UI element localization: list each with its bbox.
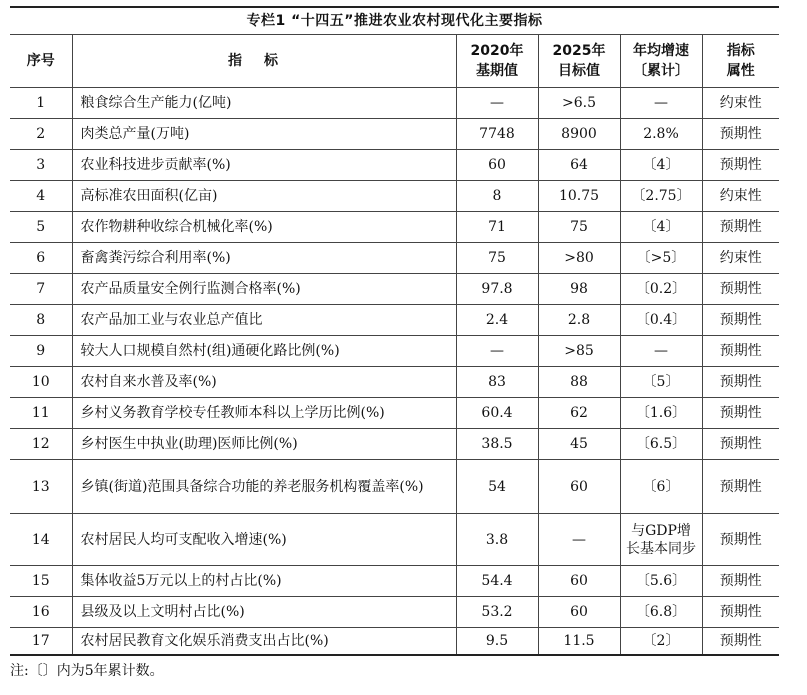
growth-value: 〔1.6〕 xyxy=(620,398,702,429)
indicator-attribute: 预期性 xyxy=(702,566,779,597)
indicator-attribute: 约束性 xyxy=(702,88,779,119)
row-number: 2 xyxy=(10,119,72,150)
indicator-attribute: 预期性 xyxy=(702,429,779,460)
table-row xyxy=(10,398,779,429)
base-value: 8 xyxy=(456,181,538,212)
base-value: — xyxy=(456,336,538,367)
table-row xyxy=(10,429,779,460)
indicator-attribute: 预期性 xyxy=(702,212,779,243)
target-value: 2.8 xyxy=(538,305,620,336)
table-body xyxy=(10,88,779,656)
indicator-attribute: 预期性 xyxy=(702,367,779,398)
target-value: 64 xyxy=(538,150,620,181)
base-value: — xyxy=(456,88,538,119)
row-number: 6 xyxy=(10,243,72,274)
base-value: 9.5 xyxy=(456,628,538,656)
indicator-attribute: 约束性 xyxy=(702,243,779,274)
header-base xyxy=(456,35,538,88)
target-value: 8900 xyxy=(538,119,620,150)
indicator-name: 农村自来水普及率(%) xyxy=(72,367,456,398)
row-number: 3 xyxy=(10,150,72,181)
header-row xyxy=(10,35,779,88)
base-value: 60 xyxy=(456,150,538,181)
growth-value: 〔0.4〕 xyxy=(620,305,702,336)
growth-value: — xyxy=(620,88,702,119)
base-value: 97.8 xyxy=(456,274,538,305)
header-target-line1: 2025年 xyxy=(552,43,606,59)
table-row xyxy=(10,628,779,656)
header-base-line2: 基期值 xyxy=(476,63,518,79)
growth-value: — xyxy=(620,336,702,367)
target-value: 45 xyxy=(538,429,620,460)
header-no: 序号 xyxy=(10,35,72,88)
header-attr-line2: 属性 xyxy=(726,63,755,79)
indicator-attribute: 预期性 xyxy=(702,274,779,305)
indicator-name: 高标准农田面积(亿亩) xyxy=(72,181,456,212)
table-row xyxy=(10,212,779,243)
row-number: 4 xyxy=(10,181,72,212)
table-row xyxy=(10,150,779,181)
indicator-name: 乡村医生中执业(助理)医师比例(%) xyxy=(72,429,456,460)
growth-value: 〔5〕 xyxy=(620,367,702,398)
table-row xyxy=(10,274,779,305)
base-value: 75 xyxy=(456,243,538,274)
indicator-attribute: 预期性 xyxy=(702,460,779,514)
table-footnote: 注:〔〕内为5年累计数。 xyxy=(10,663,164,679)
row-number: 12 xyxy=(10,429,72,460)
target-value: >6.5 xyxy=(538,88,620,119)
indicator-name: 农村居民人均可支配收入增速(%) xyxy=(72,514,456,566)
base-value: 7748 xyxy=(456,119,538,150)
target-value: 75 xyxy=(538,212,620,243)
table-row xyxy=(10,367,779,398)
base-value: 71 xyxy=(456,212,538,243)
target-value: 88 xyxy=(538,367,620,398)
indicator-name: 粮食综合生产能力(亿吨) xyxy=(72,88,456,119)
base-value: 3.8 xyxy=(456,514,538,566)
table-row xyxy=(10,88,779,119)
base-value: 54 xyxy=(456,460,538,514)
row-number: 16 xyxy=(10,597,72,628)
indicator-name: 乡镇(街道)范围具备综合功能的养老服务机构覆盖率(%) xyxy=(72,460,456,514)
table-row xyxy=(10,305,779,336)
target-value: 60 xyxy=(538,460,620,514)
base-value: 83 xyxy=(456,367,538,398)
growth-value: 〔4〕 xyxy=(620,212,702,243)
row-number: 14 xyxy=(10,514,72,566)
growth-value: 〔6〕 xyxy=(620,460,702,514)
indicator-name: 集体收益5万元以上的村占比(%) xyxy=(72,566,456,597)
header-growth xyxy=(620,35,702,88)
header-growth-line2: 〔累计〕 xyxy=(633,63,689,79)
growth-value: 与GDP增长基本同步 xyxy=(620,514,702,566)
table-row xyxy=(10,566,779,597)
document xyxy=(10,6,779,680)
indicator-name: 乡村义务教育学校专任教师本科以上学历比例(%) xyxy=(72,398,456,429)
header-attr xyxy=(702,35,779,88)
growth-value: 2.8% xyxy=(620,119,702,150)
target-value: — xyxy=(538,514,620,566)
indicator-name: 县级及以上文明村占比(%) xyxy=(72,597,456,628)
target-value: 10.75 xyxy=(538,181,620,212)
row-number: 1 xyxy=(10,88,72,119)
growth-value: 〔>5〕 xyxy=(620,243,702,274)
target-value: 62 xyxy=(538,398,620,429)
table-title: 专栏1 “十四五”推进农业农村现代化主要指标 xyxy=(10,7,779,35)
target-value: 60 xyxy=(538,597,620,628)
indicator-name: 较大人口规模自然村(组)通硬化路比例(%) xyxy=(72,336,456,367)
row-number: 11 xyxy=(10,398,72,429)
header-indicator: 指标 xyxy=(72,35,456,88)
target-value: 11.5 xyxy=(538,628,620,656)
row-number: 8 xyxy=(10,305,72,336)
table-row xyxy=(10,514,779,566)
table-row xyxy=(10,119,779,150)
indicator-name: 农作物耕种收综合机械化率(%) xyxy=(72,212,456,243)
indicator-attribute: 预期性 xyxy=(702,305,779,336)
growth-value: 〔0.2〕 xyxy=(620,274,702,305)
indicator-name: 农产品加工业与农业总产值比 xyxy=(72,305,456,336)
table-row xyxy=(10,336,779,367)
header-target xyxy=(538,35,620,88)
table-row xyxy=(10,243,779,274)
row-number: 5 xyxy=(10,212,72,243)
indicator-name: 农业科技进步贡献率(%) xyxy=(72,150,456,181)
base-value: 53.2 xyxy=(456,597,538,628)
target-value: >80 xyxy=(538,243,620,274)
growth-value: 〔6.8〕 xyxy=(620,597,702,628)
row-number: 7 xyxy=(10,274,72,305)
indicator-table xyxy=(10,6,779,656)
row-number: 10 xyxy=(10,367,72,398)
growth-value: 〔5.6〕 xyxy=(620,566,702,597)
indicator-attribute: 预期性 xyxy=(702,398,779,429)
header-target-line2: 目标值 xyxy=(558,63,600,79)
target-value: 60 xyxy=(538,566,620,597)
caption-row xyxy=(10,7,779,35)
indicator-name: 肉类总产量(万吨) xyxy=(72,119,456,150)
header-attr-line1: 指标 xyxy=(726,43,755,59)
indicator-attribute: 预期性 xyxy=(702,336,779,367)
row-number: 15 xyxy=(10,566,72,597)
target-value: 98 xyxy=(538,274,620,305)
target-value: >85 xyxy=(538,336,620,367)
indicator-attribute: 预期性 xyxy=(702,628,779,656)
indicator-attribute: 约束性 xyxy=(702,181,779,212)
base-value: 54.4 xyxy=(456,566,538,597)
growth-value: 〔2.75〕 xyxy=(620,181,702,212)
base-value: 38.5 xyxy=(456,429,538,460)
row-number: 17 xyxy=(10,628,72,656)
row-number: 9 xyxy=(10,336,72,367)
table-row xyxy=(10,181,779,212)
growth-value: 〔6.5〕 xyxy=(620,429,702,460)
indicator-attribute: 预期性 xyxy=(702,514,779,566)
indicator-attribute: 预期性 xyxy=(702,150,779,181)
indicator-name: 农村居民教育文化娱乐消费支出占比(%) xyxy=(72,628,456,656)
header-base-line1: 2020年 xyxy=(470,43,524,59)
base-value: 60.4 xyxy=(456,398,538,429)
table-row xyxy=(10,460,779,514)
indicator-attribute: 预期性 xyxy=(702,597,779,628)
indicator-attribute: 预期性 xyxy=(702,119,779,150)
table-row xyxy=(10,597,779,628)
growth-value: 〔2〕 xyxy=(620,628,702,656)
indicator-name: 畜禽粪污综合利用率(%) xyxy=(72,243,456,274)
base-value: 2.4 xyxy=(456,305,538,336)
growth-value: 〔4〕 xyxy=(620,150,702,181)
row-number: 13 xyxy=(10,460,72,514)
header-growth-line1: 年均增速 xyxy=(633,43,689,59)
indicator-name: 农产品质量安全例行监测合格率(%) xyxy=(72,274,456,305)
